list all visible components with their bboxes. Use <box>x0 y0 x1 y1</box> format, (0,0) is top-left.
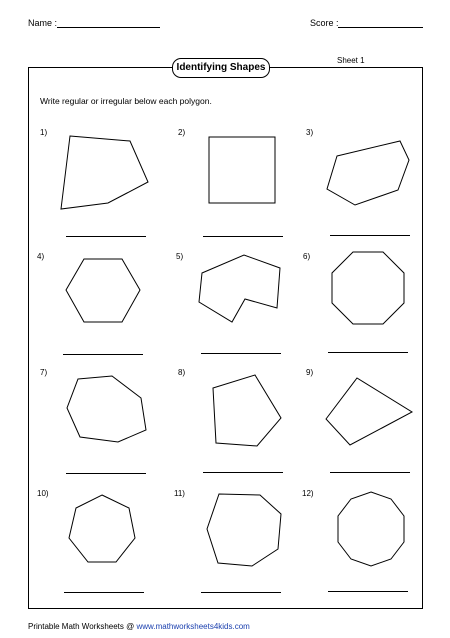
score-label: Score : <box>310 18 339 28</box>
concave-hexagon-shape <box>199 255 280 322</box>
answer-line[interactable] <box>330 472 410 473</box>
square-shape <box>209 137 275 203</box>
instruction-text: Write regular or irregular below each polygon. <box>40 96 212 106</box>
worksheet-title: Identifying Shapes <box>172 58 270 78</box>
problem-number: 8) <box>178 368 186 377</box>
irregular-heptagon-shape-2 <box>207 494 281 566</box>
footer-link[interactable]: www.mathworksheets4kids.com <box>136 622 250 631</box>
problem-number: 9) <box>306 368 314 377</box>
problem-number: 5) <box>176 252 184 261</box>
name-label: Name : <box>28 18 58 28</box>
regular-pentagon-shape <box>213 375 281 446</box>
problem-number: 6) <box>303 252 311 261</box>
answer-line[interactable] <box>63 354 143 355</box>
problem-number: 4) <box>37 252 45 261</box>
answer-line[interactable] <box>64 592 144 593</box>
answer-line[interactable] <box>201 353 281 354</box>
regular-hexagon-shape <box>66 259 140 322</box>
regular-decagon-shape <box>338 492 404 566</box>
regular-heptagon-shape <box>69 495 135 562</box>
answer-line[interactable] <box>201 592 281 593</box>
irregular-quadrilateral-shape <box>326 378 412 445</box>
problem-number: 3) <box>306 128 314 137</box>
irregular-pentagon-shape <box>61 136 148 209</box>
problem-number: 11) <box>174 489 185 498</box>
problem-number: 7) <box>40 368 48 377</box>
problem-number: 10) <box>37 489 49 498</box>
answer-line[interactable] <box>328 591 408 592</box>
irregular-heptagon-shape <box>67 376 146 442</box>
problem-number: 12) <box>302 489 314 498</box>
answer-line[interactable] <box>203 236 283 237</box>
sheet-label: Sheet 1 <box>337 56 365 65</box>
irregular-hexagon-shape <box>327 141 409 205</box>
answer-line[interactable] <box>66 473 146 474</box>
answer-line[interactable] <box>330 235 410 236</box>
footer-label: Printable Math Worksheets @ <box>28 622 137 631</box>
answer-line[interactable] <box>328 352 408 353</box>
answer-line[interactable] <box>203 472 283 473</box>
problem-number: 1) <box>40 128 48 137</box>
regular-octagon-shape <box>332 252 404 324</box>
problem-number: 2) <box>178 128 186 137</box>
answer-line[interactable] <box>66 236 146 237</box>
footer <box>28 622 250 631</box>
